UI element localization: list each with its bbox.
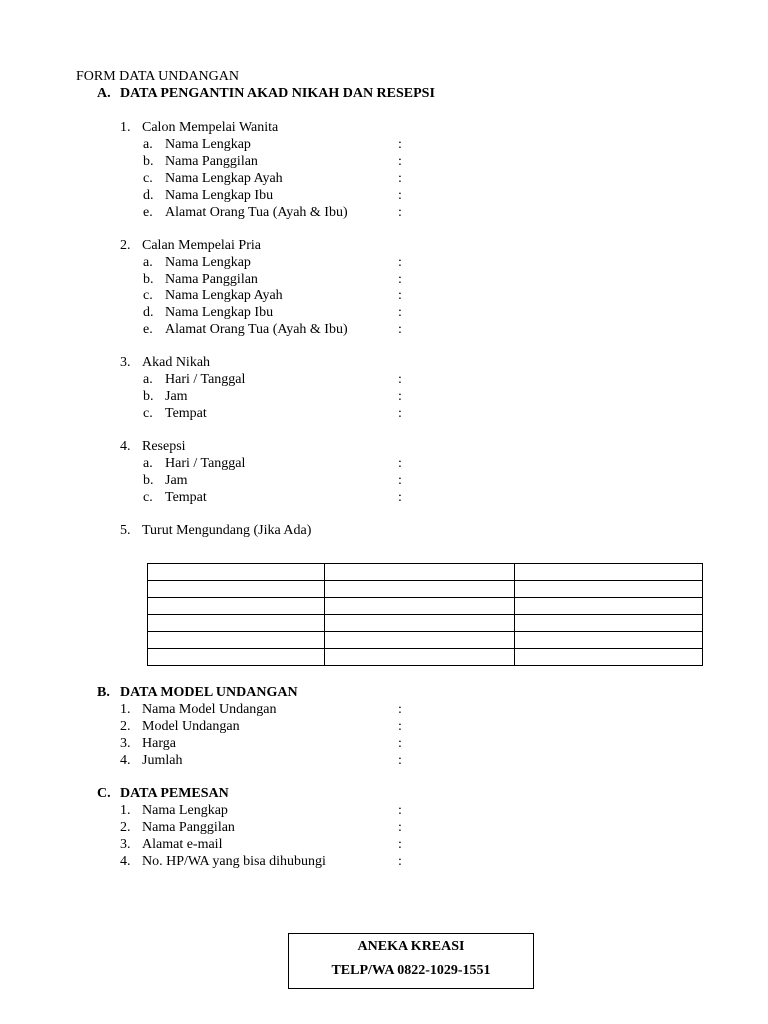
field-label: Alamat Orang Tua (Ayah & Ibu) — [165, 205, 348, 220]
table-row — [148, 564, 703, 581]
table-row — [148, 598, 703, 615]
field-label: Jam — [165, 473, 188, 488]
field-letter: a. — [143, 456, 153, 471]
field-label: Hari / Tanggal — [165, 372, 246, 387]
field-letter: b. — [143, 272, 154, 287]
section-c-title: DATA PEMESAN — [120, 786, 229, 801]
section-b-heading — [97, 685, 298, 702]
field-colon: : — [398, 473, 402, 488]
field-label: Nama Lengkap — [142, 803, 228, 818]
field-label: Hari / Tanggal — [165, 456, 246, 471]
table-cell[interactable] — [325, 598, 515, 615]
field-colon: : — [398, 753, 402, 768]
field-label: Jam — [165, 389, 188, 404]
field-letter: d. — [143, 188, 154, 203]
field-colon: : — [398, 406, 402, 421]
table-cell[interactable] — [325, 581, 515, 598]
section-b-letter: B. — [97, 685, 110, 700]
table-cell[interactable] — [148, 632, 325, 649]
field-label: Alamat e-mail — [142, 837, 223, 852]
field-letter: c. — [143, 288, 153, 303]
group-4-number: 4. — [120, 439, 131, 454]
field-number: 2. — [120, 820, 131, 835]
field-colon: : — [398, 272, 402, 287]
field-label: Model Undangan — [142, 719, 240, 734]
field-letter: b. — [143, 473, 154, 488]
table-cell[interactable] — [515, 598, 703, 615]
field-number: 1. — [120, 803, 131, 818]
section-a-heading — [97, 86, 435, 103]
field-colon: : — [398, 837, 402, 852]
field-colon: : — [398, 719, 402, 734]
field-label: Nama Lengkap — [165, 255, 251, 270]
table-cell[interactable] — [148, 615, 325, 632]
field-colon: : — [398, 137, 402, 152]
field-colon: : — [398, 389, 402, 404]
field-label: Nama Panggilan — [165, 154, 258, 169]
field-label: Nama Model Undangan — [142, 702, 277, 717]
field-letter: a. — [143, 255, 153, 270]
section-c-heading — [97, 786, 229, 803]
table-cell[interactable] — [325, 615, 515, 632]
table-cell[interactable] — [325, 649, 515, 666]
table-cell[interactable] — [325, 632, 515, 649]
field-letter: c. — [143, 406, 153, 421]
table-cell[interactable] — [515, 632, 703, 649]
field-colon: : — [398, 736, 402, 751]
field-number: 3. — [120, 736, 131, 751]
group-3-title: Akad Nikah — [142, 355, 211, 370]
turut-title: Turut Mengundang (Jika Ada) — [142, 523, 312, 538]
field-letter: e. — [143, 205, 153, 220]
section-c-letter: C. — [97, 786, 111, 801]
field-colon: : — [398, 854, 402, 869]
field-letter: c. — [143, 490, 153, 505]
field-colon: : — [398, 205, 402, 220]
group-2-title: Calan Mempelai Pria — [142, 238, 261, 253]
field-colon: : — [398, 820, 402, 835]
field-label: Nama Lengkap — [165, 137, 251, 152]
field-letter: b. — [143, 154, 154, 169]
footer-contact: TELP/WA 0822-1029-1551 — [331, 963, 491, 978]
table-cell[interactable] — [148, 598, 325, 615]
group-4-title: Resepsi — [142, 439, 186, 454]
field-letter: c. — [143, 171, 153, 186]
field-colon: : — [398, 702, 402, 717]
field-label: Nama Panggilan — [142, 820, 235, 835]
field-letter: a. — [143, 372, 153, 387]
field-label: Jumlah — [142, 753, 183, 768]
field-number: 4. — [120, 753, 131, 768]
field-colon: : — [398, 171, 402, 186]
field-colon: : — [398, 188, 402, 203]
field-label: No. HP/WA yang bisa dihubungi — [142, 854, 326, 869]
table-cell[interactable] — [515, 615, 703, 632]
field-colon: : — [398, 372, 402, 387]
group-1-title: Calon Mempelai Wanita — [142, 120, 279, 135]
table-row — [148, 581, 703, 598]
table-row — [148, 632, 703, 649]
field-letter: b. — [143, 389, 154, 404]
section-a-title: DATA PENGANTIN AKAD NIKAH DAN RESEPSI — [120, 86, 435, 101]
field-label: Nama Lengkap Ayah — [165, 171, 283, 186]
field-number: 2. — [120, 719, 131, 734]
table-row — [148, 615, 703, 632]
field-colon: : — [398, 288, 402, 303]
form-title: FORM DATA UNDANGAN — [76, 69, 240, 84]
field-label: Nama Lengkap Ibu — [165, 188, 274, 203]
field-label: Harga — [142, 736, 176, 751]
field-label: Nama Lengkap Ibu — [165, 305, 274, 320]
group-1-number: 1. — [120, 120, 131, 135]
table-row — [148, 649, 703, 666]
turut-number: 5. — [120, 523, 131, 538]
field-colon: : — [398, 456, 402, 471]
table-cell[interactable] — [515, 564, 703, 581]
field-colon: : — [398, 305, 402, 320]
footer-contact-box — [288, 933, 534, 989]
field-letter: a. — [143, 137, 153, 152]
field-colon: : — [398, 255, 402, 270]
table-cell[interactable] — [148, 581, 325, 598]
field-colon: : — [398, 322, 402, 337]
field-colon: : — [398, 803, 402, 818]
field-label: Tempat — [165, 406, 207, 421]
table-cell[interactable] — [515, 649, 703, 666]
field-label: Nama Panggilan — [165, 272, 258, 287]
field-number: 3. — [120, 837, 131, 852]
field-number: 4. — [120, 854, 131, 869]
field-colon: : — [398, 490, 402, 505]
table-cell[interactable] — [148, 564, 325, 581]
field-label: Alamat Orang Tua (Ayah & Ibu) — [165, 322, 348, 337]
section-b-title: DATA MODEL UNDANGAN — [120, 685, 298, 700]
field-letter: e. — [143, 322, 153, 337]
table-cell[interactable] — [515, 581, 703, 598]
table-cell[interactable] — [325, 564, 515, 581]
section-a-letter: A. — [97, 86, 111, 101]
group-3-number: 3. — [120, 355, 131, 370]
footer-business-name: ANEKA KREASI — [357, 939, 465, 954]
group-2-number: 2. — [120, 238, 131, 253]
field-colon: : — [398, 154, 402, 169]
field-letter: d. — [143, 305, 154, 320]
field-number: 1. — [120, 702, 131, 717]
field-label: Tempat — [165, 490, 207, 505]
table-cell[interactable] — [148, 649, 325, 666]
turut-mengundang-table — [147, 563, 703, 666]
field-label: Nama Lengkap Ayah — [165, 288, 283, 303]
